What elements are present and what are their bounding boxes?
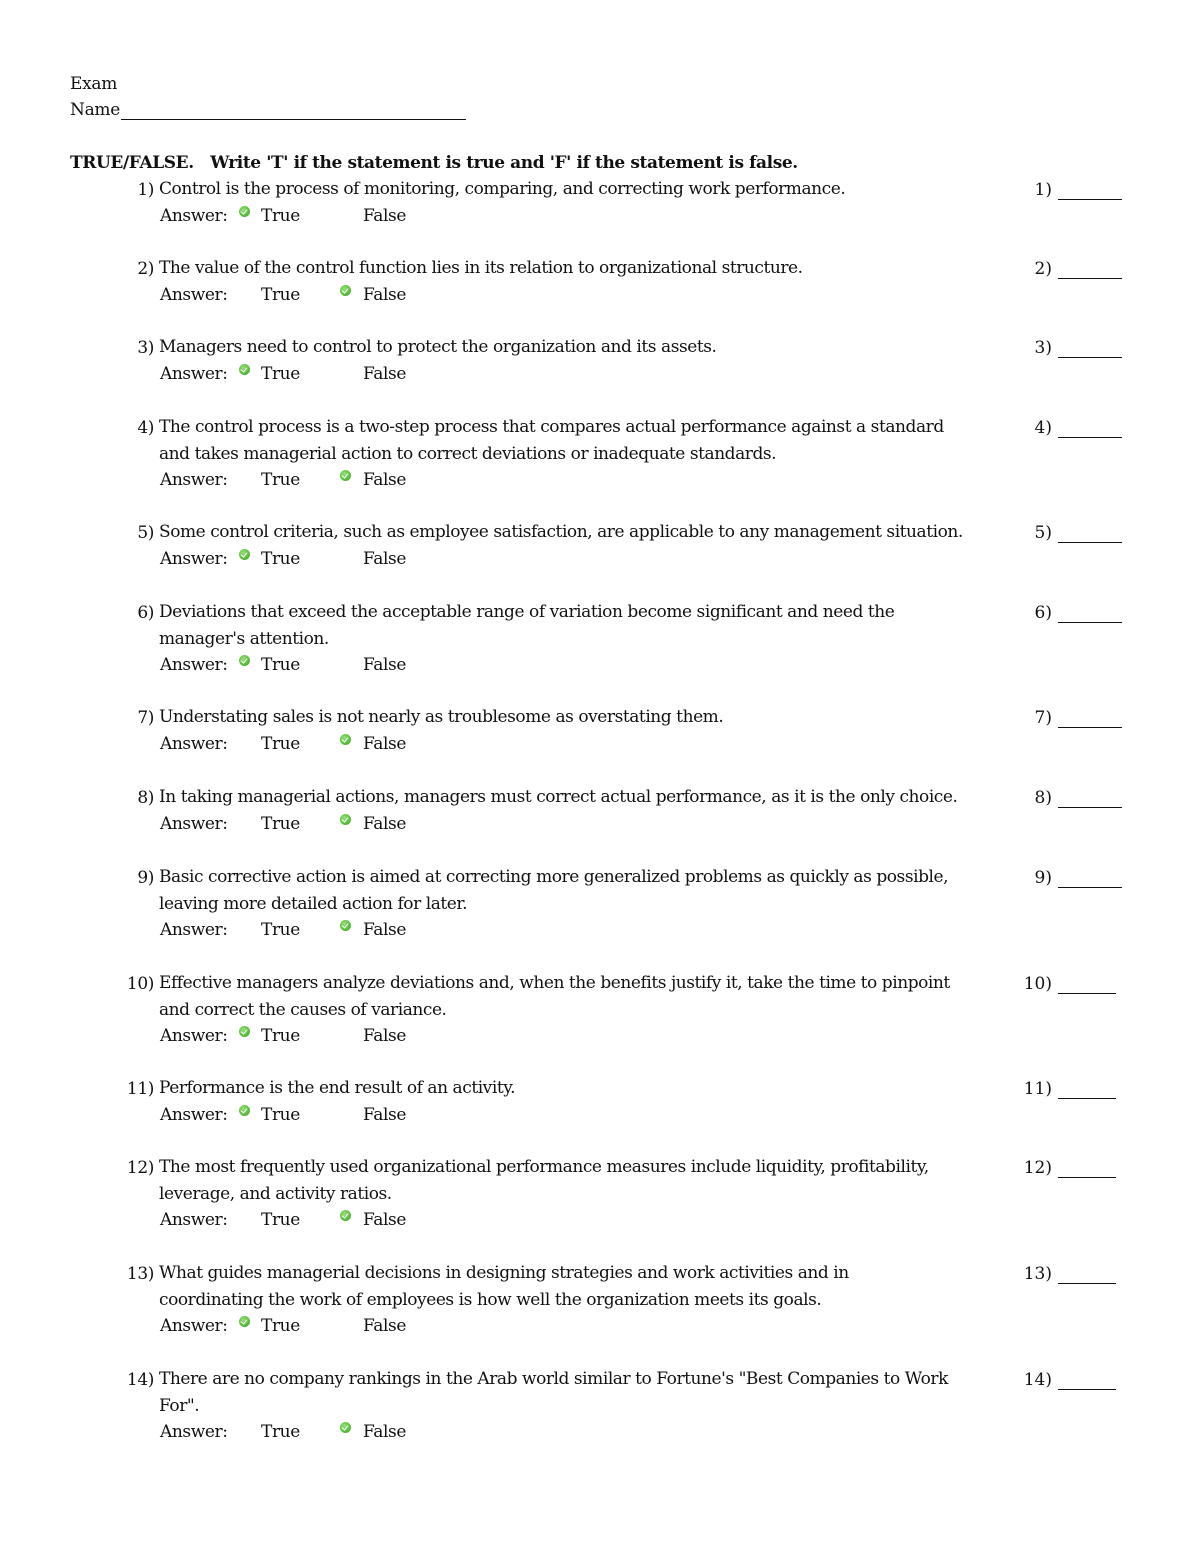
answer-blank-line[interactable] xyxy=(1058,711,1122,728)
option-true[interactable]: True xyxy=(261,1422,300,1442)
option-true[interactable]: True xyxy=(261,920,300,940)
answer-blank xyxy=(1020,974,1116,994)
option-false[interactable]: False xyxy=(363,655,406,675)
answer-blank-number: 8) xyxy=(1034,788,1052,808)
answer-label: Answer: xyxy=(160,205,228,226)
option-true[interactable]: True xyxy=(261,1026,300,1046)
question-text-line: Some control criteria, such as employee satisfaction, are applicable to any management situation. xyxy=(159,522,963,542)
name-label: Name xyxy=(70,100,120,120)
exam-label: Exam xyxy=(70,74,118,94)
answer-blank-number: 10) xyxy=(1023,974,1052,994)
question-text-line: In taking managerial actions, managers must correct actual performance, as it is the only choice. xyxy=(159,787,958,807)
question-number: 3) xyxy=(137,338,154,358)
answer-blank-line[interactable] xyxy=(1058,1373,1116,1390)
answer-blank-number: 7) xyxy=(1034,708,1052,728)
question-text-line: The control process is a two-step process that compares actual performance against a standard xyxy=(159,417,944,437)
answer-label: Answer: xyxy=(160,363,228,384)
option-false[interactable]: False xyxy=(363,1316,406,1336)
answer-blank xyxy=(1020,338,1122,358)
question-number: 7) xyxy=(137,708,154,728)
question-number: 6) xyxy=(137,603,154,623)
question-number: 5) xyxy=(137,523,154,543)
question-text-line: What guides managerial decisions in designing strategies and work activities and in xyxy=(159,1263,849,1283)
question-text-line: Managers need to control to protect the organization and its assets. xyxy=(159,337,717,357)
question-number: 1) xyxy=(137,180,154,200)
question-number: 10) xyxy=(126,974,154,994)
question-text-line: Effective managers analyze deviations and, when the benefits justify it, take the time to pinpoint xyxy=(159,973,950,993)
question-text-line: and correct the causes of variance. xyxy=(159,999,447,1020)
option-true[interactable]: True xyxy=(261,284,300,305)
option-false[interactable]: False xyxy=(363,205,406,226)
option-true[interactable]: True xyxy=(261,205,300,226)
answer-blank-number: 3) xyxy=(1034,338,1052,358)
question-number: 11) xyxy=(126,1079,154,1099)
answer-blank-number: 2) xyxy=(1034,259,1052,279)
question-number: 9) xyxy=(137,868,154,888)
answer-label: Answer: xyxy=(160,1422,228,1442)
correct-check-icon xyxy=(340,285,351,296)
answer-blank xyxy=(1020,1264,1116,1284)
question-number: 12) xyxy=(126,1158,154,1178)
answer-blank-line[interactable] xyxy=(1058,1161,1116,1178)
name-blank-line[interactable] xyxy=(121,101,466,120)
correct-check-icon xyxy=(239,1316,250,1327)
answer-blank xyxy=(1020,180,1122,200)
answer-label: Answer: xyxy=(160,920,228,940)
answer-blank-number: 11) xyxy=(1023,1079,1052,1099)
option-true[interactable]: True xyxy=(261,1316,300,1336)
answer-blank xyxy=(1020,788,1122,808)
answer-label: Answer: xyxy=(160,1210,228,1230)
answer-blank-line[interactable] xyxy=(1058,421,1122,438)
question-text-line: For". xyxy=(159,1395,200,1416)
question-text-line: Performance is the end result of an activity. xyxy=(159,1078,516,1098)
question-text-line: and takes managerial action to correct deviations or inadequate standards. xyxy=(159,443,777,464)
answer-blank xyxy=(1020,418,1122,438)
answer-blank xyxy=(1020,1370,1116,1390)
correct-check-icon xyxy=(340,1422,351,1433)
answer-label: Answer: xyxy=(160,548,228,569)
correct-check-icon xyxy=(340,1210,351,1221)
answer-blank-number: 12) xyxy=(1023,1158,1052,1178)
answer-blank xyxy=(1020,1158,1116,1178)
option-true[interactable]: True xyxy=(261,733,300,754)
option-false[interactable]: False xyxy=(363,733,406,754)
answer-blank-line[interactable] xyxy=(1058,183,1122,200)
section-instructions: TRUE/FALSE. Write 'T' if the statement is true and 'F' if the statement is false. xyxy=(70,153,798,173)
option-true[interactable]: True xyxy=(261,1210,300,1230)
correct-check-icon xyxy=(340,814,351,825)
answer-blank xyxy=(1020,1079,1116,1099)
answer-label: Answer: xyxy=(160,284,228,305)
question-number: 14) xyxy=(126,1370,154,1390)
correct-check-icon xyxy=(340,734,351,745)
answer-blank-line[interactable] xyxy=(1058,791,1122,808)
answer-label: Answer: xyxy=(160,1104,228,1125)
correct-check-icon xyxy=(239,1026,250,1037)
question-text-line: leaving more detailed action for later. xyxy=(159,893,468,914)
correct-check-icon xyxy=(340,920,351,931)
correct-check-icon xyxy=(239,655,250,666)
question-text-line: leverage, and activity ratios. xyxy=(159,1183,392,1204)
question-text-line: Basic corrective action is aimed at correcting more generalized problems as quickly as possible, xyxy=(159,867,949,887)
option-false[interactable]: False xyxy=(363,813,406,834)
option-false[interactable]: False xyxy=(363,548,406,569)
answer-blank xyxy=(1020,603,1122,623)
answer-blank-line[interactable] xyxy=(1058,341,1122,358)
answer-blank-number: 9) xyxy=(1034,868,1052,888)
option-false[interactable]: False xyxy=(363,284,406,305)
option-false[interactable]: False xyxy=(363,920,406,940)
answer-blank-line[interactable] xyxy=(1058,1267,1116,1284)
option-false[interactable]: False xyxy=(363,1210,406,1230)
option-true[interactable]: True xyxy=(261,470,300,490)
option-true[interactable]: True xyxy=(261,813,300,834)
question-text-line: Control is the process of monitoring, comparing, and correcting work performance. xyxy=(159,179,846,199)
answer-blank-number: 14) xyxy=(1023,1370,1052,1390)
answer-blank-line[interactable] xyxy=(1058,977,1116,994)
answer-blank-number: 13) xyxy=(1023,1264,1052,1284)
question-text-line: There are no company rankings in the Arab world similar to Fortune's "Best Companies to Work xyxy=(159,1369,948,1389)
answer-blank-number: 6) xyxy=(1034,603,1052,623)
question-text-line: Understating sales is not nearly as troublesome as overstating them. xyxy=(159,707,724,727)
question-text-line: Deviations that exceed the acceptable range of variation become significant and need the xyxy=(159,602,895,622)
answer-blank-line[interactable] xyxy=(1058,526,1122,543)
answer-label: Answer: xyxy=(160,655,228,675)
answer-label: Answer: xyxy=(160,1316,228,1336)
option-true[interactable]: True xyxy=(261,548,300,569)
question-number: 4) xyxy=(137,418,154,438)
option-true[interactable]: True xyxy=(261,363,300,384)
option-false[interactable]: False xyxy=(363,1026,406,1046)
question-text-line: The value of the control function lies in its relation to organizational structure. xyxy=(159,258,803,278)
answer-blank xyxy=(1020,523,1122,543)
question-number: 2) xyxy=(137,259,154,279)
answer-blank-line[interactable] xyxy=(1058,262,1122,279)
question-text-line: The most frequently used organizational performance measures include liquidity, profitability, xyxy=(159,1157,929,1177)
answer-label: Answer: xyxy=(160,1026,228,1046)
answer-label: Answer: xyxy=(160,470,228,490)
answer-blank-line[interactable] xyxy=(1058,1082,1116,1099)
question-text-line: coordinating the work of employees is how well the organization meets its goals. xyxy=(159,1289,822,1310)
answer-blank xyxy=(1020,708,1122,728)
correct-check-icon xyxy=(340,470,351,481)
option-true[interactable]: True xyxy=(261,655,300,675)
answer-blank xyxy=(1020,868,1122,888)
option-false[interactable]: False xyxy=(363,1422,406,1442)
answer-blank-number: 5) xyxy=(1034,523,1052,543)
question-number: 8) xyxy=(137,788,154,808)
name-field xyxy=(70,100,466,120)
answer-blank-line[interactable] xyxy=(1058,871,1122,888)
correct-check-icon xyxy=(239,1105,250,1116)
option-false[interactable]: False xyxy=(363,470,406,490)
correct-check-icon xyxy=(239,206,250,217)
correct-check-icon xyxy=(239,549,250,560)
option-false[interactable]: False xyxy=(363,1104,406,1125)
answer-blank-line[interactable] xyxy=(1058,606,1122,623)
answer-blank-number: 1) xyxy=(1034,180,1052,200)
option-true[interactable]: True xyxy=(261,1104,300,1125)
correct-check-icon xyxy=(239,364,250,375)
option-false[interactable]: False xyxy=(363,363,406,384)
question-text-line: manager's attention. xyxy=(159,628,329,649)
question-number: 13) xyxy=(126,1264,154,1284)
answer-blank-number: 4) xyxy=(1034,418,1052,438)
answer-label: Answer: xyxy=(160,733,228,754)
answer-blank xyxy=(1020,259,1122,279)
answer-label: Answer: xyxy=(160,813,228,834)
